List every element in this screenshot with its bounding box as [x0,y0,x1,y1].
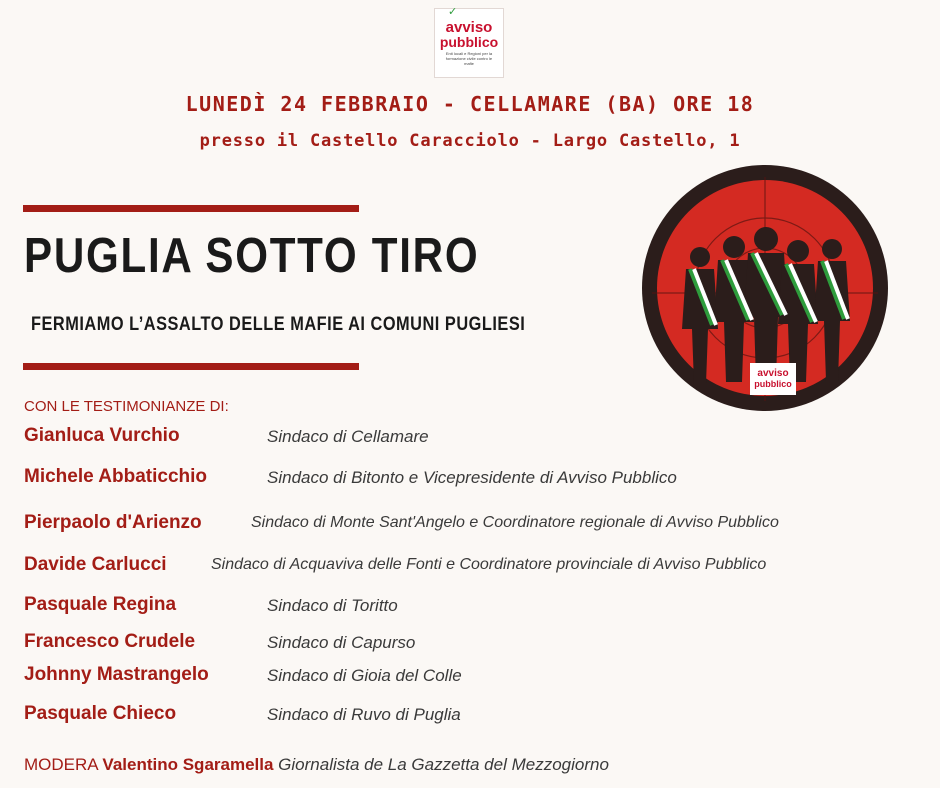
divider-top [23,205,359,212]
poster-logo-line1: avviso [757,368,789,379]
moderator-name: Valentino Sgaramella [102,755,274,774]
divider-bottom [23,363,359,370]
speaker-role: Sindaco di Acquaviva delle Fonti e Coordinatore provinciale di Avviso Pubblico [211,556,767,573]
avviso-pubblico-logo [434,5,504,78]
speaker-name: Francesco Crudele [24,631,196,652]
crosshair-poster-image [642,165,888,411]
speaker-role: Sindaco di Toritto [267,596,398,615]
speaker-name: Pasquale Regina [24,594,177,615]
speaker-name: Michele Abbaticchio [24,466,207,487]
speaker-name: Johnny Mastrangelo [24,664,209,685]
speaker-row [0,631,940,655]
speaker-row [0,512,940,536]
subheadline: FERMIAMO L’ASSALTO DELLE MAFIE AI COMUNI PUGLIESI [31,314,526,335]
speaker-name: Gianluca Vurchio [24,425,180,446]
speaker-role: Sindaco di Bitonto e Vicepresidente di Avviso Pubblico [267,468,677,487]
speaker-role: Sindaco di Capurso [267,633,416,652]
speaker-name: Pasquale Chieco [24,703,177,724]
speaker-name: Pierpaolo d'Arienzo [24,512,202,533]
speaker-row [0,703,940,727]
logo-line1: avviso [445,19,493,36]
headline: PUGLIA SOTTO TIRO [24,229,480,283]
speaker-row [0,594,940,618]
checkmark-icon: ✓ [448,5,458,18]
speaker-role: Sindaco di Gioia del Colle [267,666,462,685]
logo-tagline: Enti locali e Regioni per la formazione civile contro le mafie [445,51,493,66]
speaker-role: Sindaco di Cellamare [267,427,429,446]
speaker-row [0,554,940,578]
logo-line2: pubblico [439,34,499,50]
speaker-role: Sindaco di Monte Sant'Angelo e Coordinatore regionale di Avviso Pubblico [251,514,779,531]
moderator-label: MODERA [24,755,98,774]
moderator-role: Giornalista de La Gazzetta del Mezzogiorno [278,755,609,774]
speaker-row [0,466,940,490]
poster-logo-line2: pubblico [754,379,792,389]
speaker-name: Davide Carlucci [24,554,167,575]
moderator-line [24,755,609,775]
event-venue: presso il Castello Caracciolo - Largo Castello, 1 [199,131,741,151]
speaker-row [0,425,940,449]
speaker-row [0,664,940,688]
event-date: LUNEDÌ 24 FEBBRAIO - CELLAMARE (BA) ORE 18 [185,92,755,116]
speakers-intro: CON LE TESTIMONIANZE DI: [24,398,229,415]
speaker-role: Sindaco di Ruvo di Puglia [267,705,461,724]
